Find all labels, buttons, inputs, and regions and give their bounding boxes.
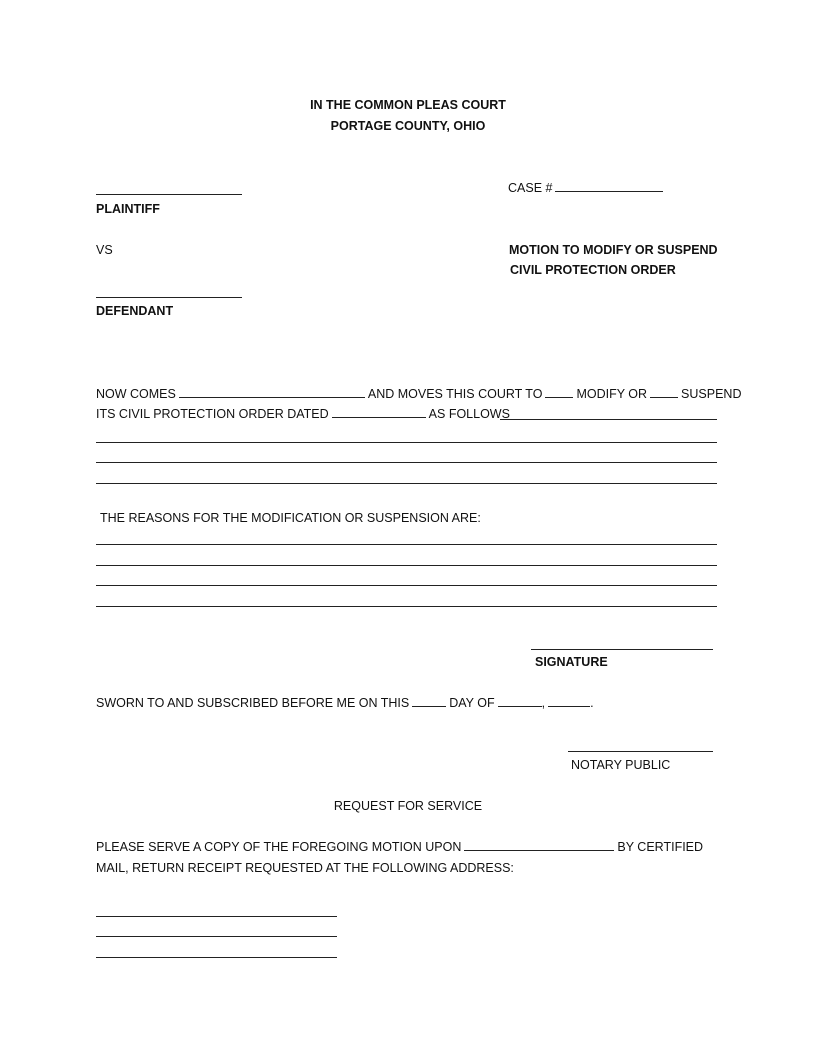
follows-line (96, 462, 717, 463)
as-follows-blank (500, 419, 717, 420)
vs-label: VS (96, 243, 113, 257)
motion-title-line1: MOTION TO MODIFY OR SUSPEND (509, 243, 718, 257)
service-line2: MAIL, RETURN RECEIPT REQUESTED AT THE FOLLOWING ADDRESS: (96, 861, 514, 875)
plaintiff-blank (96, 194, 242, 195)
sworn-line (96, 695, 594, 711)
movant-blank (179, 386, 365, 398)
service-line1 (96, 839, 703, 855)
reasons-line (96, 544, 717, 545)
address-line (96, 936, 337, 937)
reasons-line (96, 565, 717, 566)
follows-line (96, 483, 717, 484)
service-suffix: BY CERTIFIED (617, 840, 704, 854)
day-blank (412, 695, 446, 707)
defendant-blank (96, 297, 242, 298)
month-blank (498, 695, 542, 707)
notary-label: NOTARY PUBLIC (571, 758, 671, 772)
reasons-line (96, 585, 717, 586)
now-comes-text: NOW COMES (96, 387, 176, 401)
service-prefix: PLEASE SERVE A COPY OF THE FOREGOING MOTION UPON (96, 840, 462, 854)
address-line (96, 957, 337, 958)
suspend-check-blank (650, 386, 678, 398)
moves-text: AND MOVES THIS COURT TO (367, 387, 543, 401)
defendant-label: DEFENDANT (96, 304, 174, 318)
modify-check-blank (545, 386, 573, 398)
motion-title-line2: CIVIL PROTECTION ORDER (510, 263, 676, 277)
day-of-text: DAY OF (449, 696, 495, 710)
modify-or-text: MODIFY OR (576, 387, 648, 401)
reasons-line (96, 606, 717, 607)
signature-label: SIGNATURE (535, 655, 608, 669)
order-dated-text: ITS CIVIL PROTECTION ORDER DATED (96, 407, 329, 421)
comma: , (541, 696, 546, 710)
case-number-field (508, 180, 666, 196)
court-name: IN THE COMMON PLEAS COURT (310, 98, 506, 112)
signature-line (531, 649, 713, 650)
serve-upon-blank (464, 839, 614, 851)
order-dated-line (96, 406, 510, 422)
now-comes-line (96, 386, 741, 402)
plaintiff-label: PLAINTIFF (96, 202, 160, 216)
period: . (590, 696, 594, 710)
suspend-text: SUSPEND (681, 387, 742, 401)
sworn-text: SWORN TO AND SUBSCRIBED BEFORE ME ON THIS (96, 696, 410, 710)
reasons-label: THE REASONS FOR THE MODIFICATION OR SUSPENSION ARE: (100, 511, 481, 525)
year-blank (548, 695, 590, 707)
case-number-blank (555, 180, 663, 192)
service-title: REQUEST FOR SERVICE (333, 799, 483, 813)
as-follows-text: AS FOLLOWS (428, 407, 510, 421)
case-label: CASE # (508, 181, 553, 195)
follows-line (96, 442, 717, 443)
notary-signature-line (568, 751, 713, 752)
order-date-blank (332, 406, 426, 418)
address-line (96, 916, 337, 917)
county-name: PORTAGE COUNTY, OHIO (330, 119, 486, 133)
